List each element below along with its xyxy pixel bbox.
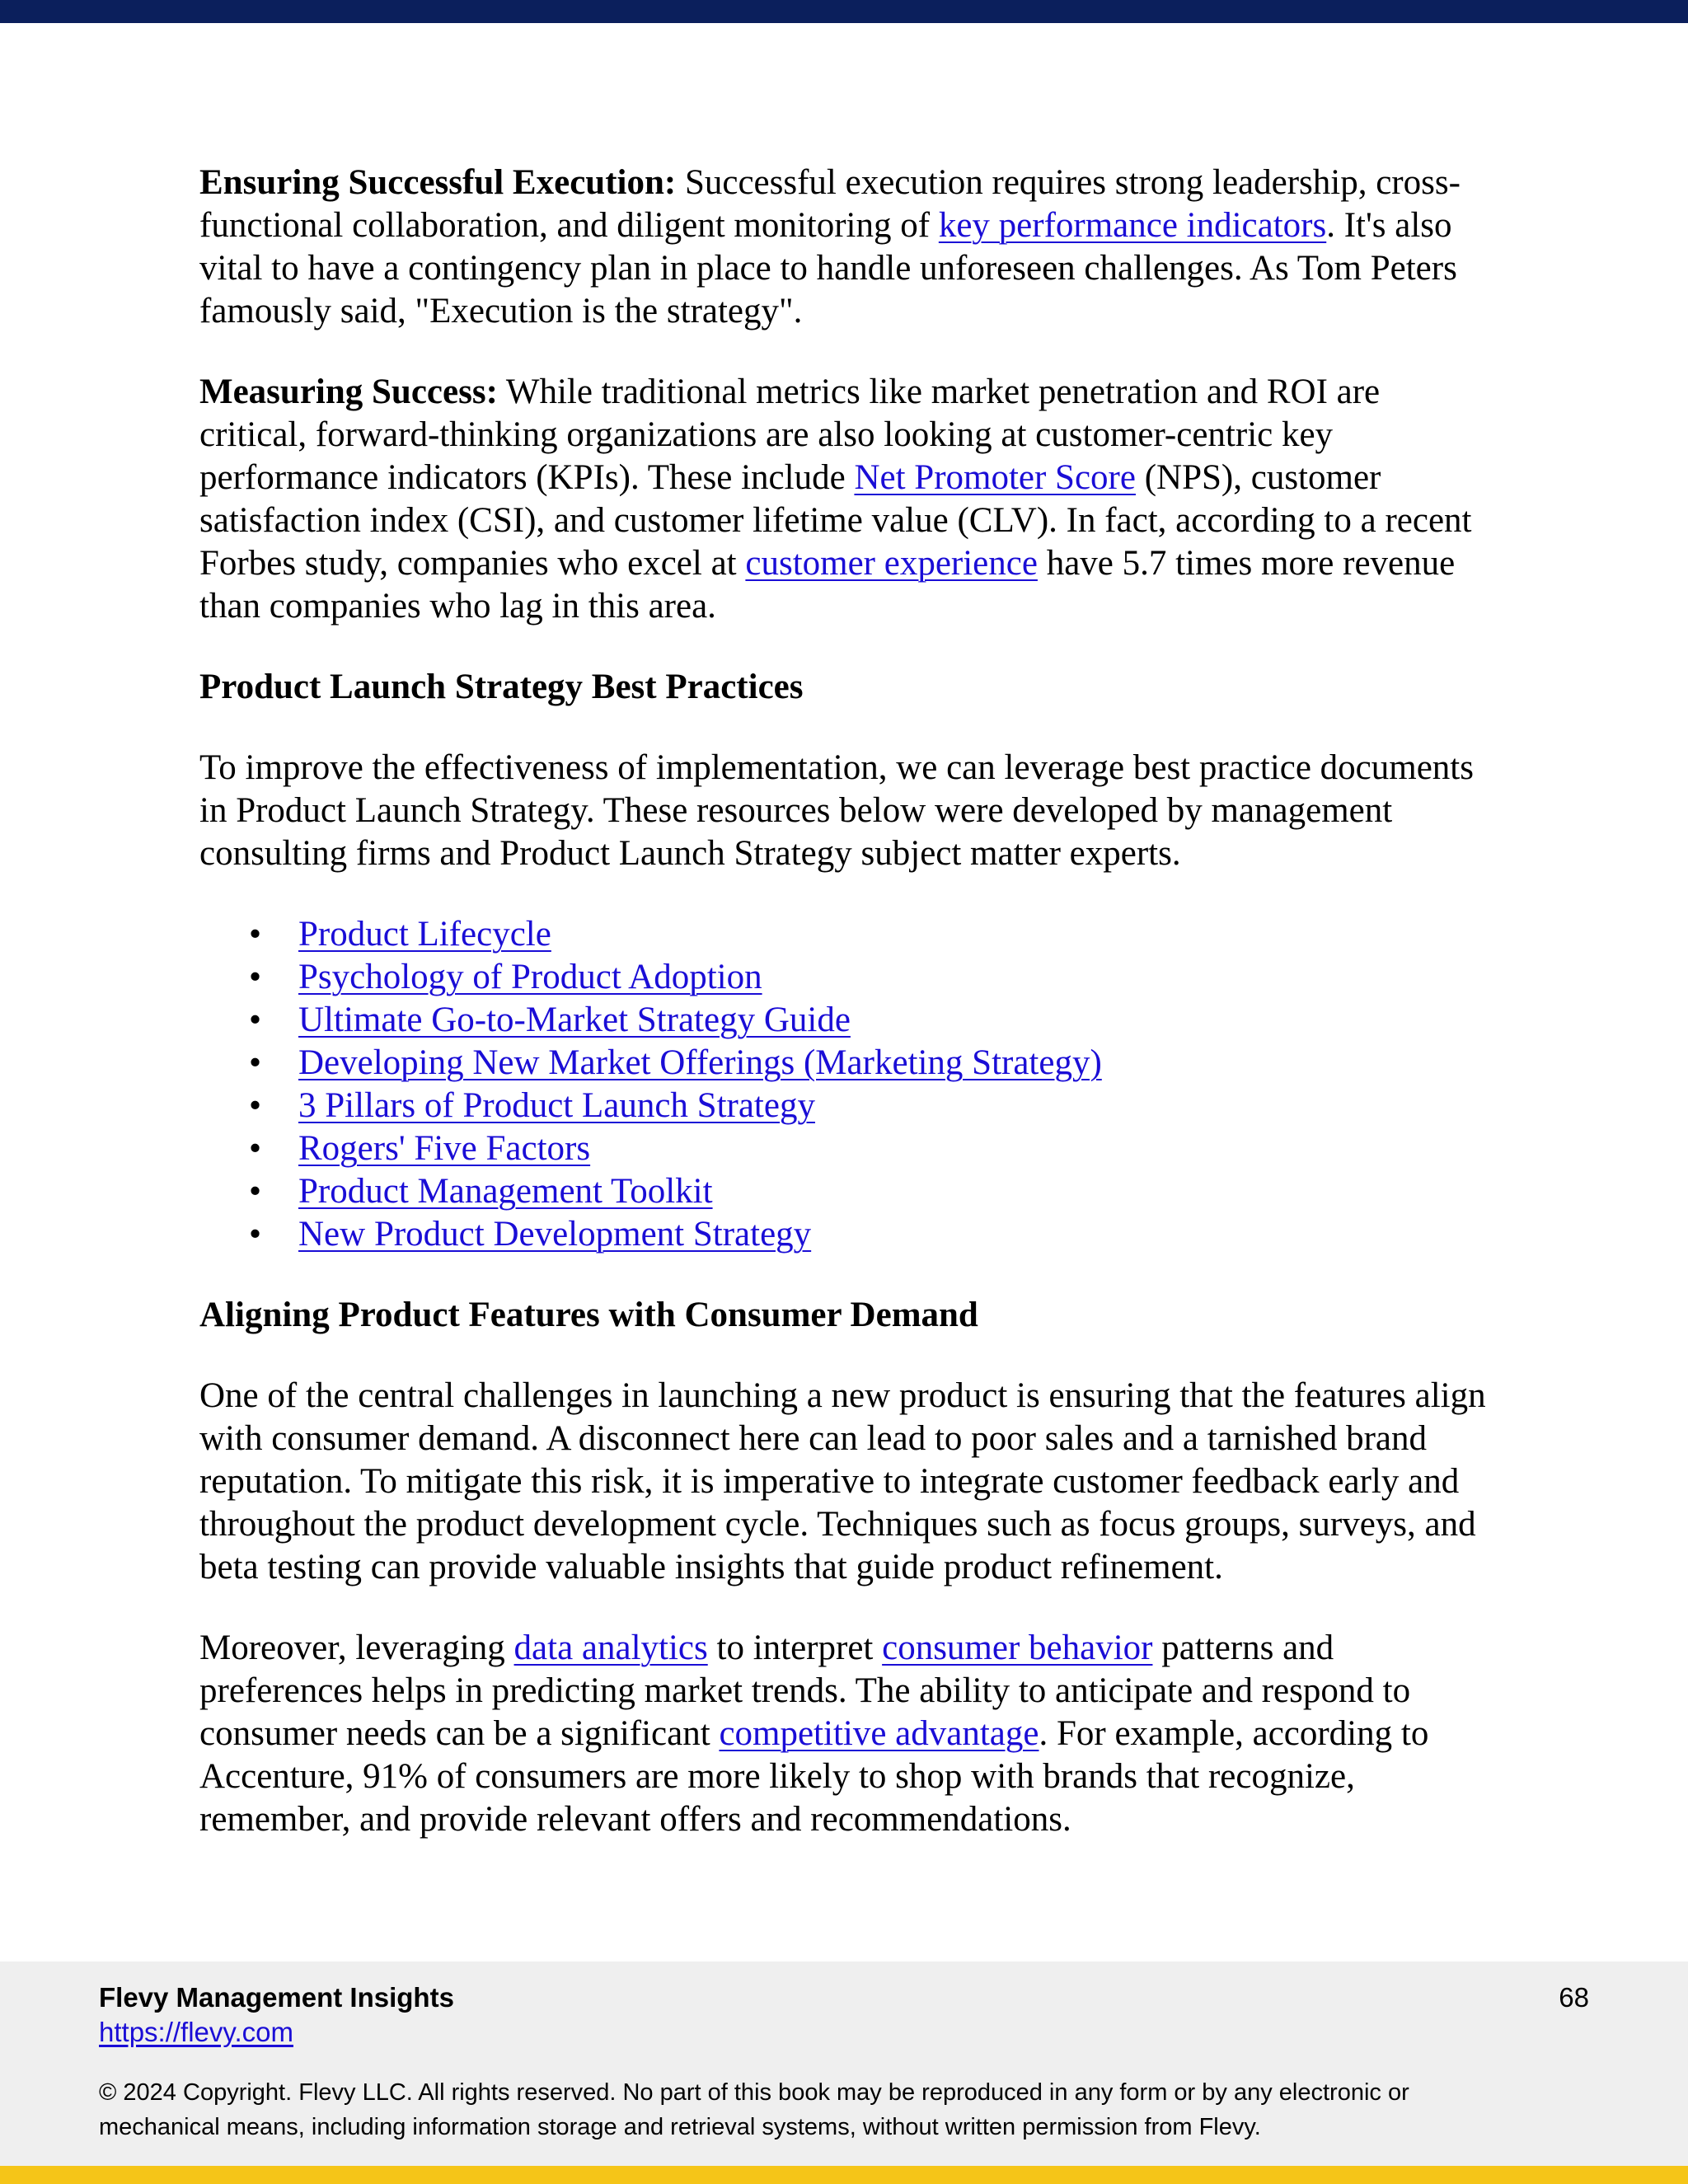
page-footer: [0, 1961, 1688, 2166]
measuring-paragraph: [199, 371, 1493, 628]
bullet: •: [249, 1086, 262, 1125]
aligning-p2-text-1: Moreover, leveraging: [199, 1629, 514, 1667]
page-number: 68: [1559, 1982, 1589, 2013]
footer-website-link[interactable]: https://flevy.com: [99, 2017, 293, 2047]
link-key-performance-indicators[interactable]: key performance indicators: [938, 206, 1327, 245]
link-product-management-toolkit[interactable]: Product Management Toolkit: [298, 1172, 713, 1211]
list-item: [199, 913, 1493, 956]
link-competitive-advantage[interactable]: competitive advantage: [719, 1714, 1039, 1753]
link-net-promoter-score[interactable]: Net Promoter Score: [854, 458, 1136, 497]
bullet: •: [249, 1043, 262, 1082]
bullet: •: [249, 958, 262, 996]
list-item: [199, 1213, 1493, 1256]
list-item: [199, 1127, 1493, 1170]
bullet: •: [249, 1215, 262, 1254]
aligning-p2-text-3: patterns and preferences helps in predicting market trends. The ability to anticipate and respond to consumer needs can be a significant: [199, 1629, 1411, 1753]
list-item: [199, 1042, 1493, 1085]
execution-text-1: Successful execution requires strong leadership, cross-functional collaboration, and diligent monitoring of: [199, 163, 1461, 245]
measuring-text-1: While traditional metrics like market penetration and ROI are critical, forward-thinking organizations are also looking at customer-centric key performance indicators (KPIs). These include: [199, 373, 1381, 497]
footer-brand: Flevy Management Insights: [99, 1982, 454, 2013]
bullet: •: [249, 1172, 262, 1211]
execution-text-2: . It's also vital to have a contingency plan in place to handle unforeseen challenges. As Tom Peters famously said, "Execution is the strategy".: [199, 206, 1457, 330]
aligning-p2-text-4: . For example, according to Accenture, 91% of consumers are more likely to shop with brands that recognize, remember, and provide relevant offers and recommendations.: [199, 1714, 1429, 1839]
bullet: •: [249, 915, 262, 954]
link-3-pillars[interactable]: 3 Pillars of Product Launch Strategy: [298, 1086, 815, 1125]
execution-lead: Ensuring Successful Execution:: [199, 163, 677, 202]
link-go-to-market-guide[interactable]: Ultimate Go-to-Market Strategy Guide: [298, 1001, 851, 1039]
list-item: [199, 999, 1493, 1042]
bullet: •: [249, 1129, 262, 1168]
bottom-accent-bar: [0, 2166, 1688, 2184]
link-consumer-behavior[interactable]: consumer behavior: [882, 1629, 1153, 1667]
top-accent-bar: [0, 0, 1688, 23]
execution-paragraph: [199, 162, 1493, 333]
resource-list: [199, 913, 1493, 1256]
aligning-p2-text-2: to interpret: [707, 1629, 883, 1667]
copyright-notice: © 2024 Copyright. Flevy LLC. All rights reserved. No part of this book may be reproduced in any form or by any electronic or mechanical means, including information storage and retrieval systems, without written permission from Flevy.: [99, 2079, 1409, 2140]
link-rogers-five-factors[interactable]: Rogers' Five Factors: [298, 1129, 591, 1168]
list-item: [199, 1170, 1493, 1213]
list-item: [199, 1085, 1493, 1127]
list-item: [199, 956, 1493, 999]
measuring-text-2: (NPS), customer satisfaction index (CSI), and customer lifetime value (CLV). In fact, according to a recent Forbes study, companies who excel at: [199, 458, 1472, 583]
best-practices-intro: To improve the effectiveness of implementation, we can leverage best practice documents in Product Launch Strategy. These resources below were developed by management consulting firms and Product Launch Strategy subject matter experts.: [199, 748, 1474, 873]
best-practices-heading: Product Launch Strategy Best Practices: [199, 668, 804, 706]
link-psychology-of-product-adoption[interactable]: Psychology of Product Adoption: [298, 958, 762, 996]
bullet: •: [249, 1001, 262, 1039]
document-body: [199, 162, 1493, 1879]
aligning-paragraph-1: One of the central challenges in launching a new product is ensuring that the features align with consumer demand. A disconnect here can lead to poor sales and a tarnished brand reputation. To mitigate this risk, it is imperative to integrate customer feedback early and throughout the product development cycle. Techniques such as focus groups, surveys, and beta testing can provide valuable insights that guide product refinement.: [199, 1376, 1486, 1586]
link-product-lifecycle[interactable]: Product Lifecycle: [298, 915, 551, 954]
aligning-heading: Aligning Product Features with Consumer Demand: [199, 1296, 978, 1334]
link-data-analytics[interactable]: data analytics: [513, 1629, 708, 1667]
aligning-paragraph-2: [199, 1627, 1493, 1841]
link-new-product-development-strategy[interactable]: New Product Development Strategy: [298, 1215, 812, 1254]
measuring-text-3: have 5.7 times more revenue than companies who lag in this area.: [199, 544, 1456, 626]
measuring-lead: Measuring Success:: [199, 373, 498, 411]
link-new-market-offerings[interactable]: Developing New Market Offerings (Marketing Strategy): [298, 1043, 1102, 1082]
link-customer-experience[interactable]: customer experience: [745, 544, 1038, 583]
